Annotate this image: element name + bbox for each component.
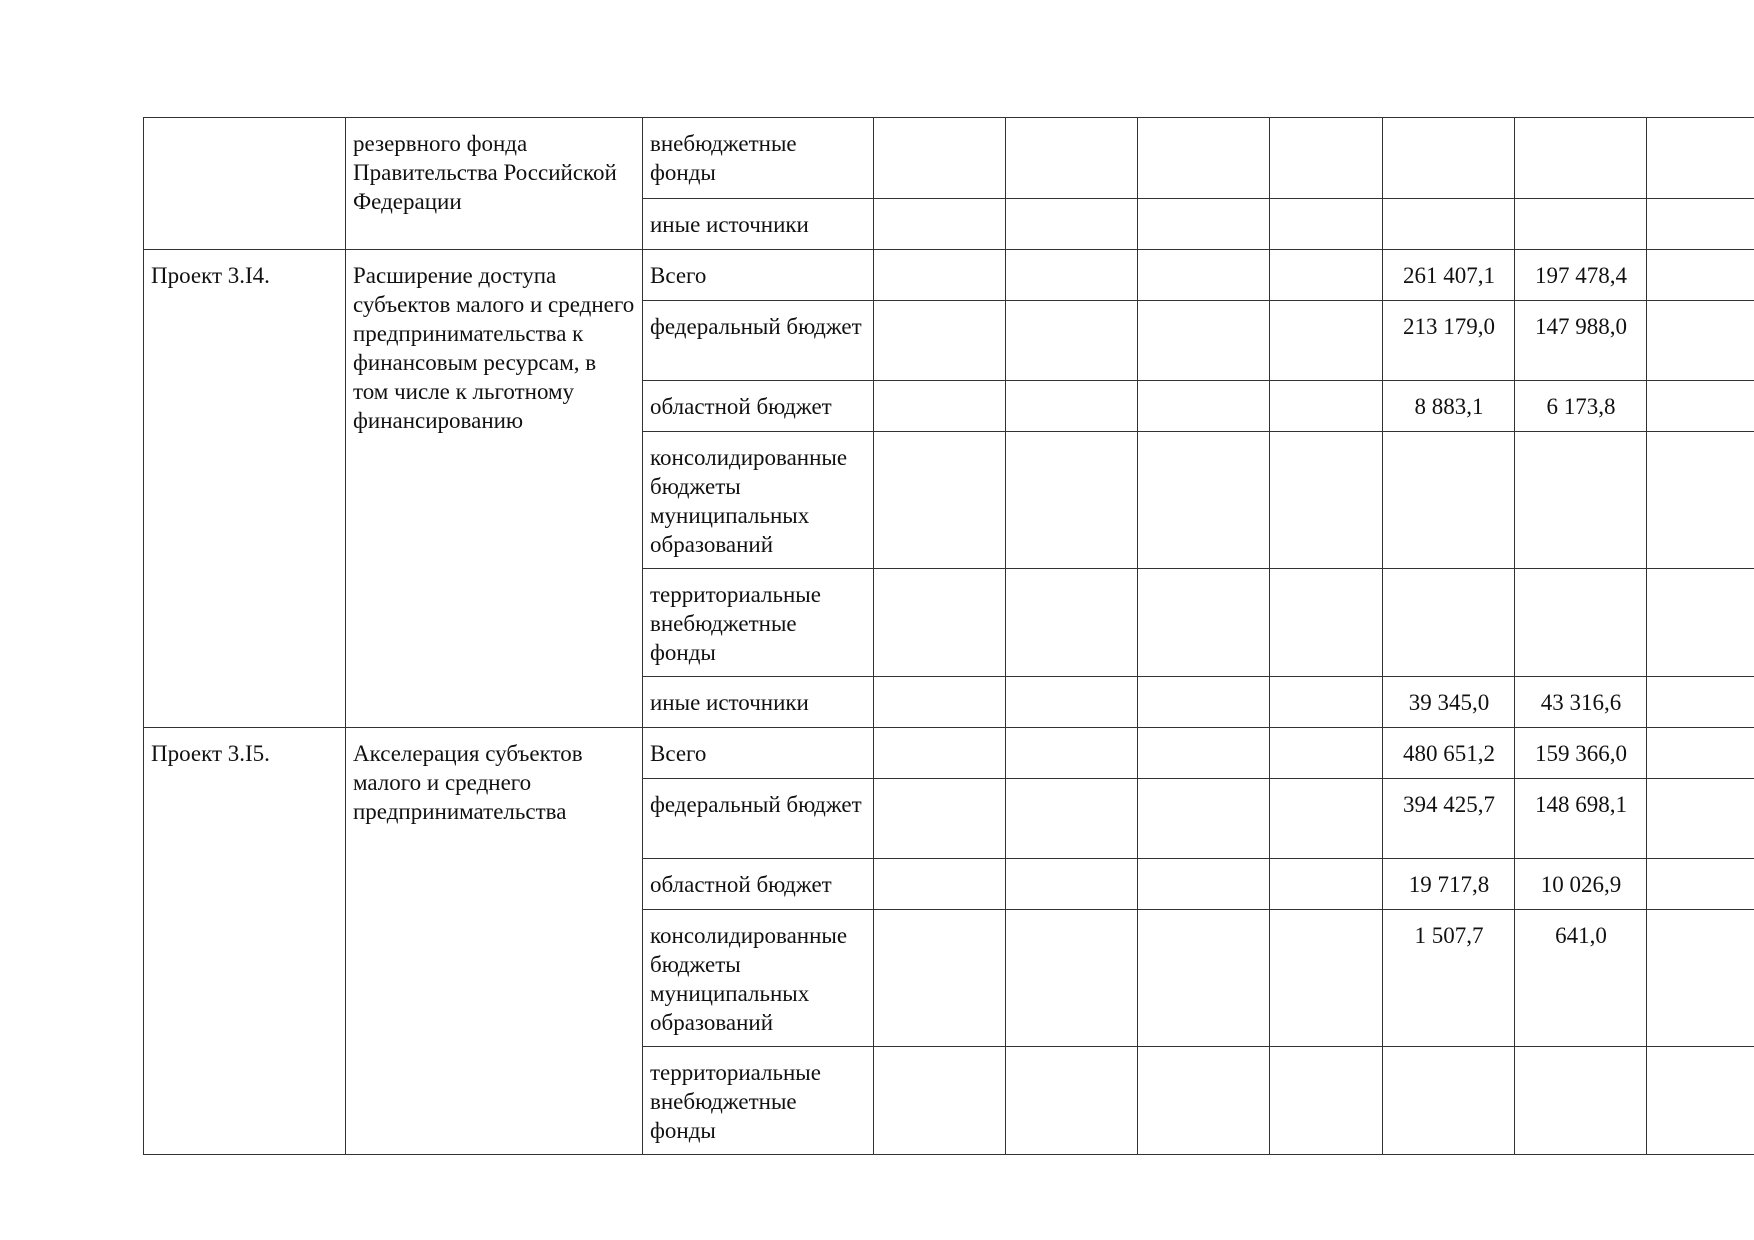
value-cell [1006,728,1138,779]
value-cell [1647,779,1754,859]
value-cell [1515,199,1647,250]
value-cell [1006,569,1138,677]
funding-source-cell: консолидированные бюджеты муниципальных образований [643,910,874,1047]
value-cell [1006,859,1138,910]
value-cell [1138,728,1270,779]
value-cell: 6 173,8 [1515,381,1647,432]
value-cell [1138,381,1270,432]
project-code-cell: Проект 3.I5. [144,728,346,1155]
value-cell [1006,381,1138,432]
value-cell: 480 651,2 [1383,728,1515,779]
value-cell [1006,677,1138,728]
value-cell [1138,301,1270,381]
value-cell [1270,910,1383,1047]
value-cell: 213 179,0 [1383,301,1515,381]
project-name-cell: Акселерация субъектов малого и среднего предпринимательства [346,728,643,1155]
value-cell [874,301,1006,381]
value-cell: 1 507,7 [1383,910,1515,1047]
funding-source-cell: территориальные внебюджетные фонды [643,569,874,677]
value-cell [1383,1047,1515,1155]
value-cell [1006,432,1138,569]
value-cell [1138,250,1270,301]
value-cell [1647,728,1754,779]
value-cell [874,118,1006,199]
value-cell [1515,569,1647,677]
document-page [143,117,1754,1157]
value-cell [1138,432,1270,569]
value-cell [1270,432,1383,569]
value-cell [874,677,1006,728]
value-cell: 641,0 [1515,910,1647,1047]
value-cell [874,199,1006,250]
value-cell [1515,118,1647,199]
value-cell: 19 717,8 [1383,859,1515,910]
value-cell [1270,199,1383,250]
value-cell: 148 698,1 [1515,779,1647,859]
value-cell: 147 988,0 [1515,301,1647,381]
funding-source-cell: федеральный бюджет [643,301,874,381]
budget-table [143,117,1754,1155]
value-cell [1647,199,1754,250]
value-cell [1647,250,1754,301]
value-cell [1138,1047,1270,1155]
value-cell [874,910,1006,1047]
value-cell [1515,432,1647,569]
funding-source-cell: иные источники [643,677,874,728]
value-cell [1270,301,1383,381]
value-cell [1383,569,1515,677]
value-cell: 261 407,1 [1383,250,1515,301]
value-cell: 10 026,9 [1515,859,1647,910]
funding-source-cell: иные источники [643,199,874,250]
funding-source-cell: Всего [643,250,874,301]
value-cell [1647,859,1754,910]
value-cell [1270,779,1383,859]
funding-source-cell: федеральный бюджет [643,779,874,859]
value-cell [1138,569,1270,677]
value-cell [1270,859,1383,910]
table-row [144,250,1754,301]
value-cell [1647,910,1754,1047]
value-cell [1270,250,1383,301]
value-cell [1006,250,1138,301]
value-cell [874,381,1006,432]
value-cell [1383,199,1515,250]
value-cell [1383,118,1515,199]
funding-source-cell: территориальные внебюджетные фонды [643,1047,874,1155]
value-cell: 8 883,1 [1383,381,1515,432]
value-cell [1006,779,1138,859]
value-cell [874,728,1006,779]
value-cell [1006,301,1138,381]
value-cell [874,859,1006,910]
value-cell [874,1047,1006,1155]
value-cell [1647,118,1754,199]
funding-source-cell: областной бюджет [643,859,874,910]
project-code-cell [144,118,346,250]
value-cell [874,779,1006,859]
value-cell [1270,569,1383,677]
value-cell [874,569,1006,677]
funding-source-cell: консолидированные бюджеты муниципальных образований [643,432,874,569]
value-cell [1138,118,1270,199]
value-cell [1138,199,1270,250]
value-cell [1647,432,1754,569]
value-cell: 197 478,4 [1515,250,1647,301]
value-cell [874,250,1006,301]
value-cell [1515,1047,1647,1155]
value-cell [1647,301,1754,381]
value-cell [1270,1047,1383,1155]
value-cell [1006,910,1138,1047]
funding-source-cell: Всего [643,728,874,779]
funding-source-cell: внебюджетные фонды [643,118,874,199]
value-cell [1006,1047,1138,1155]
value-cell [1138,910,1270,1047]
table-row [144,728,1754,779]
value-cell [1138,859,1270,910]
value-cell [1383,432,1515,569]
value-cell [1270,728,1383,779]
value-cell [1270,118,1383,199]
value-cell [1270,677,1383,728]
funding-source-cell: областной бюджет [643,381,874,432]
value-cell: 39 345,0 [1383,677,1515,728]
value-cell: 394 425,7 [1383,779,1515,859]
value-cell [1647,569,1754,677]
value-cell [1647,677,1754,728]
project-code-cell: Проект 3.I4. [144,250,346,728]
table-row [144,118,1754,199]
value-cell [1647,381,1754,432]
value-cell [1647,1047,1754,1155]
value-cell [874,432,1006,569]
value-cell [1138,779,1270,859]
value-cell [1006,199,1138,250]
value-cell [1138,677,1270,728]
project-name-cell: резервного фонда Правительства Российской Федерации [346,118,643,250]
value-cell: 43 316,6 [1515,677,1647,728]
value-cell [1270,381,1383,432]
value-cell: 159 366,0 [1515,728,1647,779]
project-name-cell: Расширение доступа субъектов малого и среднего предпринимательства к финансовым ресурсам, в том числе к льготному финансированию [346,250,643,728]
value-cell [1006,118,1138,199]
